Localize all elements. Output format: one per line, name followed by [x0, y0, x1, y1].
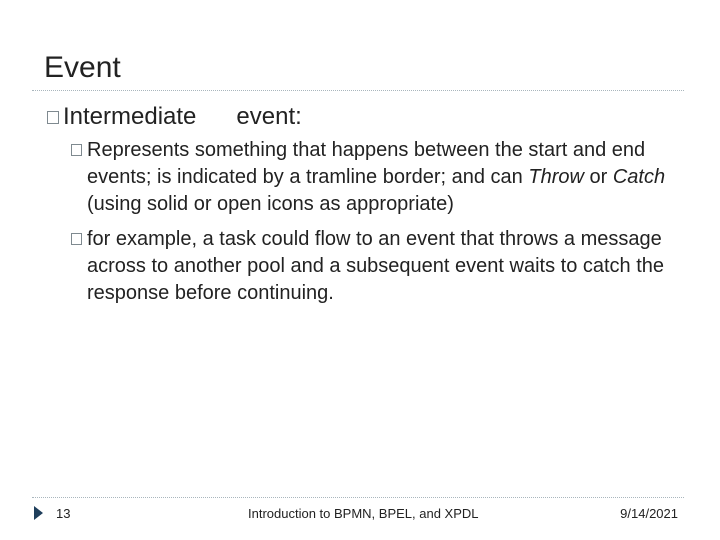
- footer-title: Introduction to BPMN, BPEL, and XPDL: [248, 506, 479, 521]
- sub-bullet-text: [87, 137, 691, 218]
- footer-date: 9/14/2021: [620, 506, 678, 521]
- sub-bullet-represents: [71, 137, 691, 218]
- slide-number: 13: [56, 506, 71, 521]
- sub-bullet-text-part: (using solid or open icons as appropriate): [87, 193, 454, 215]
- bullet-intermediate-event: [47, 103, 302, 131]
- triangle-arrow-icon: [34, 506, 43, 520]
- footer-divider: [32, 497, 684, 498]
- title-divider: [32, 90, 684, 91]
- catch-emphasis: Catch: [612, 166, 666, 188]
- sub-bullet-text: for example, a task could flow to an event that throws a message across to another pool and a subsequent event waits to catch the response before continuing.: [87, 228, 665, 304]
- bullet-label-part2: event:: [236, 103, 302, 130]
- box-bullet-icon: [71, 233, 82, 245]
- slide-title: Event: [44, 51, 121, 84]
- sub-bullet-example: [71, 226, 691, 307]
- throw-emphasis: Throw: [528, 166, 584, 188]
- box-bullet-icon: [71, 144, 82, 156]
- sub-bullet-text-part: or: [583, 166, 613, 188]
- sub-bullet-text-part: Represents something that happens between the start and end events; is indicated by a tramline border; and can: [87, 139, 646, 188]
- bullet-label-part1: Intermediate: [63, 103, 197, 130]
- box-bullet-icon: [47, 111, 59, 124]
